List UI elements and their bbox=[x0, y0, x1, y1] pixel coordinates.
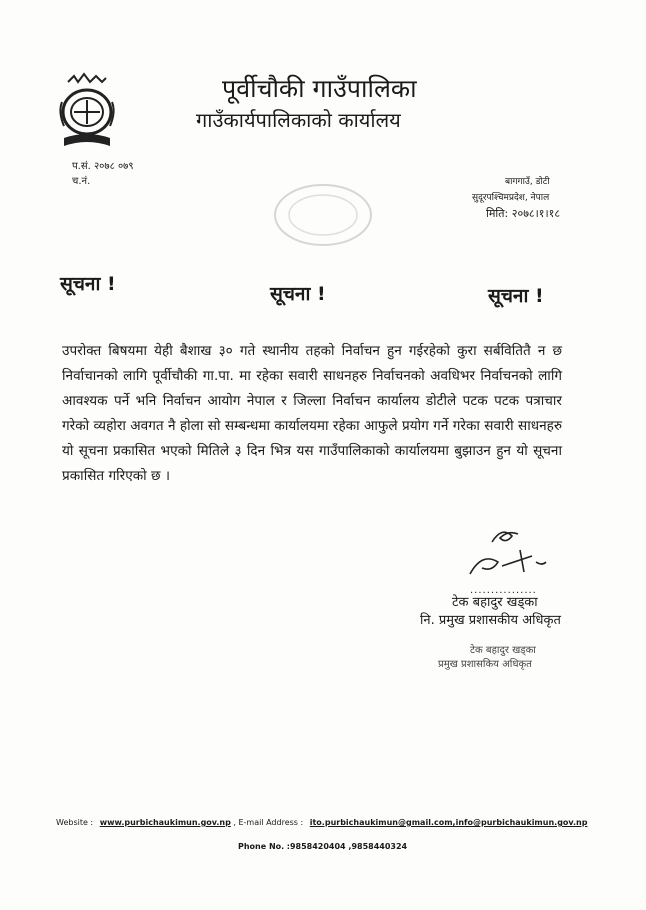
office-subtitle: गाउँकार्यपालिकाको कार्यालय bbox=[196, 108, 401, 132]
stamp-title: प्रमुख प्रशासकिय अधिकृत bbox=[438, 659, 532, 670]
notice-heading-center: सूचना ! bbox=[270, 283, 326, 305]
notice-body bbox=[62, 339, 562, 489]
address-line-2: सुदूरपश्चिमप्रदेश, नेपाल bbox=[472, 193, 550, 203]
phone-number: :9858420404 ,9858440324 bbox=[286, 842, 408, 851]
office-name: पूर्वीचौकी गाउँपालिका bbox=[222, 74, 417, 103]
notice-heading-left: सूचना ! bbox=[60, 273, 116, 295]
email-label: , E-mail Address : bbox=[233, 818, 304, 827]
signature-line: ................ bbox=[470, 585, 537, 596]
phone-label: Phone No. bbox=[238, 842, 285, 851]
website-link[interactable]: www.purbichaukimun.gov.np bbox=[99, 818, 231, 827]
website-label: Website : bbox=[56, 818, 94, 827]
footer-contact bbox=[56, 818, 587, 827]
signatory-title: नि. प्रमुख प्रशासकीय अधिकृत bbox=[420, 613, 561, 628]
notice-body-text: उपरोक्त बिषयमा येही बैशाख ३० गते स्थानीय तहको निर्वाचन हुन गईरहेको कुरा सर्बवितितै न छ निर्वाचानको लागि पूर्वीचौकी गा.पा. मा रहेका सवारी साधनहरु निर्वाचनको अवधिभर निर्वाचनको लागि आवश्यक पर्ने भनि निर्वाचन आयोग नेपाल र जिल्ला निर्वाचन कार्यालय डोटीले पटक पटक पत्राचार गरेको व्यहोरा अवगत नै होला सो सम्बन्धमा कार्यालयमा रहेका आफुले प्रयोग गर्ने गरेका सवारी साधनहरु यो सूचना प्रकासित भएको मितिले ३ दिन भित्र यस गाउँपालिकाको कार्यालयमा बुझाउन हुन यो सूचना प्रकासित गरिएको छ । bbox=[62, 343, 562, 484]
notice-heading-right: सूचना ! bbox=[488, 285, 544, 307]
email-link[interactable]: ito.purbichaukimun@gmail.com,info@purbichaukimun.gov.np bbox=[309, 818, 588, 827]
government-emblem-icon bbox=[56, 72, 118, 152]
stamp-name: टेक बहादुर खड्का bbox=[470, 645, 536, 656]
reference-number: प.सं. २०७८ ०७९ bbox=[72, 161, 134, 172]
signature-icon bbox=[462, 522, 552, 582]
address-line-1: बागगाउँ, डोटी bbox=[505, 177, 550, 187]
letter-date: मिति: २०७८।१।१८ bbox=[486, 207, 561, 220]
faint-stamp-icon bbox=[268, 180, 378, 250]
signatory-name: टेक बहादुर खड्का bbox=[452, 595, 538, 610]
footer-phone bbox=[238, 842, 407, 851]
dispatch-number: च.नं. bbox=[72, 176, 91, 187]
